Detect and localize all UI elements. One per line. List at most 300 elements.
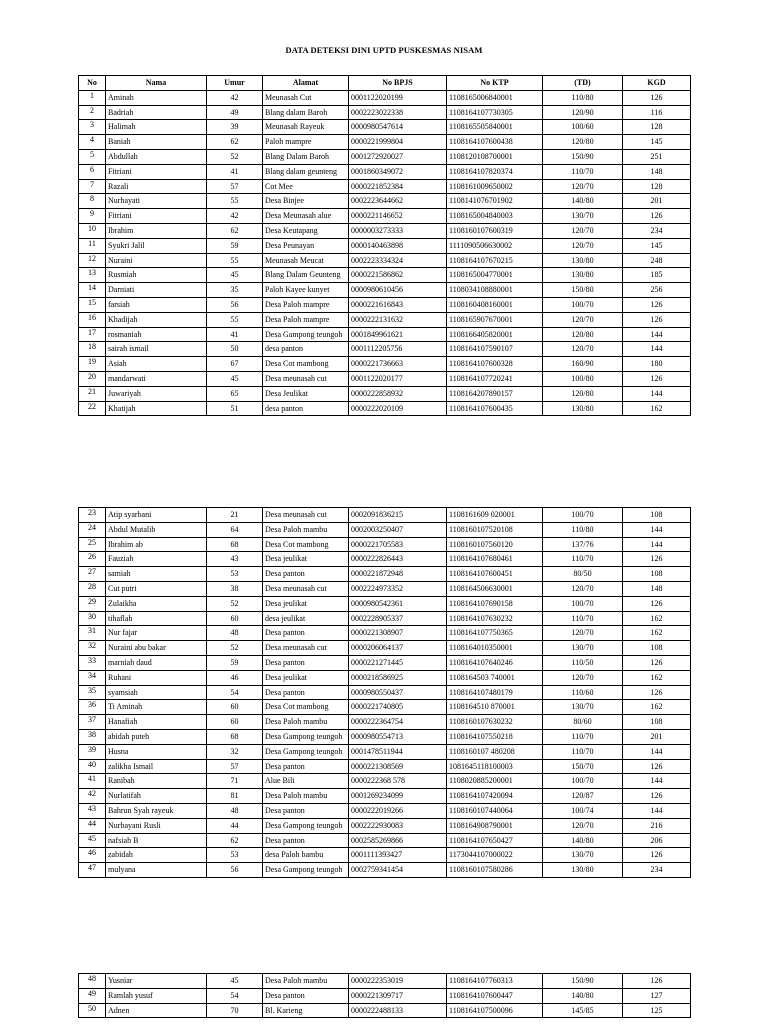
cell-umur: 44 — [207, 818, 263, 833]
cell-no-ktp: 1108164107600451 — [447, 567, 543, 582]
cell-no: 37 — [79, 715, 106, 730]
table-row — [79, 283, 691, 298]
cell-no-bpjs: 0000222858932 — [349, 386, 447, 401]
cell-no-bpjs: 0001112205756 — [349, 342, 447, 357]
cell-no-ktp: 1173044107000022 — [447, 848, 543, 863]
cell-no-bpjs: 0000221736663 — [349, 357, 447, 372]
cell-nama: Zulaikha — [106, 596, 207, 611]
cell-no: 35 — [79, 685, 106, 700]
cell-no-ktp: 1108164510 870001 — [447, 700, 543, 715]
cell-alamat: Desa panton — [263, 685, 349, 700]
cell-no-ktp: 1108164107500096 — [447, 1003, 543, 1018]
cell-nama: syamsiah — [106, 685, 207, 700]
cell-td: 100/80 — [543, 371, 623, 386]
cell-no-bpjs: 0000222364754 — [349, 715, 447, 730]
cell-alamat: Desa Paloh mampre — [263, 312, 349, 327]
cell-kgd: 216 — [623, 818, 691, 833]
table-row — [79, 818, 691, 833]
cell-no: 44 — [79, 818, 106, 833]
cell-umur: 42 — [207, 90, 263, 105]
cell-no: 25 — [79, 537, 106, 552]
cell-kgd: 145 — [623, 135, 691, 150]
cell-td: 100/60 — [543, 120, 623, 135]
cell-kgd: 125 — [623, 1003, 691, 1018]
cell-nama: Atip syarbani — [106, 508, 207, 523]
cell-no-ktp: 1108164506630001 — [447, 581, 543, 596]
cell-nama: Rusmiah — [106, 268, 207, 283]
table-row — [79, 596, 691, 611]
cell-umur: 57 — [207, 179, 263, 194]
cell-no: 47 — [79, 863, 106, 878]
cell-no-bpjs: 0000221616843 — [349, 297, 447, 312]
cell-umur: 53 — [207, 567, 263, 582]
cell-nama: Adnen — [106, 1003, 207, 1018]
cell-nama: Fitriani — [106, 164, 207, 179]
cell-alamat: Desa jeulikat — [263, 552, 349, 567]
cell-td: 130/70 — [543, 209, 623, 224]
cell-alamat: Desa panton — [263, 803, 349, 818]
cell-umur: 81 — [207, 789, 263, 804]
cell-nama: Aminah — [106, 90, 207, 105]
page-title: DATA DETEKSI DINI UPTD PUSKESMAS NISAM — [285, 45, 483, 55]
cell-td: 140/80 — [543, 194, 623, 209]
cell-alamat: Paloh Kayee kunyet — [263, 283, 349, 298]
cell-alamat: Desa Keutapang — [263, 223, 349, 238]
cell-alamat: Alue Bili — [263, 774, 349, 789]
cell-nama: marniah daud — [106, 655, 207, 670]
header-kgd: KGD — [623, 76, 691, 91]
cell-no-bpjs: 0000222488133 — [349, 1003, 447, 1018]
cell-nama: Abdullah — [106, 149, 207, 164]
cell-nama: Husna — [106, 744, 207, 759]
cell-no: 41 — [79, 774, 106, 789]
cell-kgd: 126 — [623, 297, 691, 312]
cell-kgd: 116 — [623, 105, 691, 120]
cell-no-bpjs: 0000221586862 — [349, 268, 447, 283]
header-no-bpjs: No BPJS — [349, 76, 447, 91]
cell-alamat: desa panton — [263, 342, 349, 357]
cell-kgd: 148 — [623, 164, 691, 179]
cell-td: 120/70 — [543, 312, 623, 327]
cell-no-ktp: 1108160107630232 — [447, 715, 543, 730]
cell-alamat: Desa panton — [263, 655, 349, 670]
cell-umur: 55 — [207, 194, 263, 209]
cell-no-bpjs: 0001860349072 — [349, 164, 447, 179]
cell-no-ktp: 1108164107630232 — [447, 611, 543, 626]
cell-no-ktp: 1108164503 740001 — [447, 670, 543, 685]
cell-no-bpjs: 0001122020177 — [349, 371, 447, 386]
cell-td: 150/90 — [543, 149, 623, 164]
cell-no-ktp: 1108164107730305 — [447, 105, 543, 120]
header-no: No — [79, 76, 106, 91]
cell-td: 145/85 — [543, 1003, 623, 1018]
cell-nama: Ruhani — [106, 670, 207, 685]
cell-kgd: 144 — [623, 803, 691, 818]
cell-nama: Darniati — [106, 283, 207, 298]
header-td: (TD) — [543, 76, 623, 91]
cell-umur: 67 — [207, 357, 263, 372]
cell-nama: sairah ismail — [106, 342, 207, 357]
cell-nama: Razali — [106, 179, 207, 194]
table-row — [79, 774, 691, 789]
cell-no: 15 — [79, 297, 106, 312]
cell-td: 100/74 — [543, 803, 623, 818]
cell-kgd: 144 — [623, 537, 691, 552]
cell-no-bpjs: 0001111393427 — [349, 848, 447, 863]
cell-no: 46 — [79, 848, 106, 863]
cell-alamat: Desa meunasah cut — [263, 508, 349, 523]
cell-kgd: 144 — [623, 386, 691, 401]
cell-nama: Fauziah — [106, 552, 207, 567]
cell-no-ktp: 1081645118100003 — [447, 759, 543, 774]
cell-no-ktp: 1108166405820001 — [447, 327, 543, 342]
cell-nama: Hanafiah — [106, 715, 207, 730]
cell-td: 110/70 — [543, 611, 623, 626]
table-row — [79, 312, 691, 327]
cell-no-ktp: 1108165004770001 — [447, 268, 543, 283]
cell-alamat: Desa Paloh mambu — [263, 789, 349, 804]
cell-no-ktp: 1108161009650002 — [447, 179, 543, 194]
cell-no-bpjs: 0002228905337 — [349, 611, 447, 626]
cell-kgd: 185 — [623, 268, 691, 283]
cell-alamat: Desa Paloh mambu — [263, 974, 349, 989]
cell-kgd: 128 — [623, 179, 691, 194]
cell-no: 30 — [79, 611, 106, 626]
cell-td: 120/70 — [543, 670, 623, 685]
cell-no-bpjs: 0000221740805 — [349, 700, 447, 715]
cell-umur: 45 — [207, 371, 263, 386]
cell-kgd: 126 — [623, 312, 691, 327]
cell-alamat: Paloh mampre — [263, 135, 349, 150]
cell-nama: Badriah — [106, 105, 207, 120]
cell-no-bpjs: 0000980542361 — [349, 596, 447, 611]
cell-umur: 62 — [207, 223, 263, 238]
cell-umur: 59 — [207, 238, 263, 253]
cell-no: 17 — [79, 327, 106, 342]
cell-alamat: Meunasah Cut — [263, 90, 349, 105]
cell-kgd: 162 — [623, 700, 691, 715]
cell-alamat: Desa Gampong teungoh — [263, 744, 349, 759]
cell-no-bpjs: 0000221146652 — [349, 209, 447, 224]
cell-nama: Ramlah yusuf — [106, 988, 207, 1003]
cell-no-bpjs: 0000221309717 — [349, 988, 447, 1003]
cell-kgd: 162 — [623, 670, 691, 685]
cell-alamat: Desa Paloh mampre — [263, 297, 349, 312]
cell-no-ktp: 1108164107650427 — [447, 833, 543, 848]
cell-no-ktp: 1108164107600435 — [447, 401, 543, 416]
cell-no-bpjs: 0002224973352 — [349, 581, 447, 596]
cell-umur: 70 — [207, 1003, 263, 1018]
cell-no: 9 — [79, 209, 106, 224]
cell-alamat: Blang dalam Baroh — [263, 105, 349, 120]
cell-td: 150/90 — [543, 974, 623, 989]
cell-nama: Nurhayati — [106, 194, 207, 209]
table-row — [79, 863, 691, 878]
cell-nama: abidah puteh — [106, 729, 207, 744]
table-row — [79, 685, 691, 700]
cell-td: 120/70 — [543, 342, 623, 357]
table-row — [79, 164, 691, 179]
cell-alamat: Desa Cot mambong — [263, 700, 349, 715]
cell-no: 18 — [79, 342, 106, 357]
cell-no-ktp: 1108164107680461 — [447, 552, 543, 567]
cell-nama: mulyana — [106, 863, 207, 878]
cell-td: 140/80 — [543, 988, 623, 1003]
cell-no: 22 — [79, 401, 106, 416]
table-row — [79, 848, 691, 863]
cell-alamat: Desa Gampong teungoh — [263, 863, 349, 878]
cell-kgd: 144 — [623, 774, 691, 789]
cell-umur: 45 — [207, 974, 263, 989]
cell-no: 24 — [79, 522, 106, 537]
cell-no-ktp: 1108161609 020001 — [447, 508, 543, 523]
cell-no-bpjs: 0000980610456 — [349, 283, 447, 298]
cell-umur: 54 — [207, 988, 263, 1003]
cell-no: 32 — [79, 641, 106, 656]
cell-nama: tihaflah — [106, 611, 207, 626]
cell-td: 120/70 — [543, 179, 623, 194]
cell-no-bpjs: 0001849961621 — [349, 327, 447, 342]
cell-no-ktp: 1108164107820374 — [447, 164, 543, 179]
cell-kgd: 126 — [623, 974, 691, 989]
cell-kgd: 162 — [623, 611, 691, 626]
cell-no-ktp: 1108164207890157 — [447, 386, 543, 401]
table-row — [79, 670, 691, 685]
cell-kgd: 108 — [623, 567, 691, 582]
cell-kgd: 248 — [623, 253, 691, 268]
cell-no: 13 — [79, 268, 106, 283]
cell-td: 130/80 — [543, 863, 623, 878]
table-row — [79, 209, 691, 224]
cell-alamat: Blang Dalam Baroh — [263, 149, 349, 164]
cell-no-bpjs: 0000206064137 — [349, 641, 447, 656]
cell-umur: 52 — [207, 596, 263, 611]
cell-umur: 62 — [207, 833, 263, 848]
cell-no-ktp: 1108164107480179 — [447, 685, 543, 700]
cell-alamat: Meunasah Rayeuk — [263, 120, 349, 135]
cell-umur: 65 — [207, 386, 263, 401]
cell-nama: Nuraini — [106, 253, 207, 268]
cell-no-bpjs: 0001122020199 — [349, 90, 447, 105]
cell-td: 150/70 — [543, 759, 623, 774]
cell-no: 3 — [79, 120, 106, 135]
cell-umur: 55 — [207, 253, 263, 268]
table-row — [79, 238, 691, 253]
cell-no: 4 — [79, 135, 106, 150]
cell-umur: 49 — [207, 105, 263, 120]
cell-nama: rosmaniah — [106, 327, 207, 342]
cell-nama: Nurbayani Rusli — [106, 818, 207, 833]
cell-umur: 43 — [207, 552, 263, 567]
cell-no-bpjs: 0000221271445 — [349, 655, 447, 670]
cell-td: 120/90 — [543, 105, 623, 120]
cell-no-ktp: 1108141076701902 — [447, 194, 543, 209]
cell-no-bpjs: 0002091836215 — [349, 508, 447, 523]
cell-no-bpjs: 0000221872948 — [349, 567, 447, 582]
cell-nama: Nur fajar — [106, 626, 207, 641]
cell-td: 120/70 — [543, 223, 623, 238]
cell-td: 110/70 — [543, 744, 623, 759]
cell-no-bpjs: 0001478511944 — [349, 744, 447, 759]
cell-no-ktp: 1108164107670215 — [447, 253, 543, 268]
cell-td: 110/80 — [543, 90, 623, 105]
cell-kgd: 128 — [623, 120, 691, 135]
cell-kgd: 127 — [623, 988, 691, 1003]
cell-kgd: 144 — [623, 327, 691, 342]
cell-td: 120/70 — [543, 581, 623, 596]
cell-umur: 48 — [207, 626, 263, 641]
cell-no-ktp: 1108160408160001 — [447, 297, 543, 312]
cell-alamat: Desa Paloh mambu — [263, 715, 349, 730]
cell-umur: 38 — [207, 581, 263, 596]
cell-kgd: 201 — [623, 194, 691, 209]
table-row — [79, 567, 691, 582]
cell-kgd: 108 — [623, 508, 691, 523]
cell-td: 130/80 — [543, 401, 623, 416]
table-row — [79, 1003, 691, 1018]
cell-kgd: 206 — [623, 833, 691, 848]
cell-umur: 71 — [207, 774, 263, 789]
table-row — [79, 342, 691, 357]
cell-no-bpjs: 0002223644662 — [349, 194, 447, 209]
table-row — [79, 253, 691, 268]
cell-umur: 39 — [207, 120, 263, 135]
table-row — [79, 789, 691, 804]
table-row — [79, 833, 691, 848]
table-row — [79, 223, 691, 238]
cell-nama: Bahrun Syah rayeuk — [106, 803, 207, 818]
table-row — [79, 522, 691, 537]
cell-alamat: Blang dalam geunteng — [263, 164, 349, 179]
cell-umur: 68 — [207, 537, 263, 552]
cell-no-ktp: 1108034108880001 — [447, 283, 543, 298]
cell-td: 120/80 — [543, 327, 623, 342]
table-row — [79, 327, 691, 342]
cell-no-ktp: 1108160107600319 — [447, 223, 543, 238]
cell-umur: 50 — [207, 342, 263, 357]
cell-alamat: Desa Gampong teungoh — [263, 327, 349, 342]
cell-no: 2 — [79, 105, 106, 120]
cell-no-ktp: 1108160107 480208 — [447, 744, 543, 759]
cell-no-ktp: 1108164010350001 — [447, 641, 543, 656]
cell-no: 20 — [79, 371, 106, 386]
cell-no-ktp: 1108164107690158 — [447, 596, 543, 611]
cell-umur: 64 — [207, 522, 263, 537]
cell-no: 6 — [79, 164, 106, 179]
cell-no-bpjs: 0000218586925 — [349, 670, 447, 685]
cell-umur: 68 — [207, 729, 263, 744]
cell-umur: 52 — [207, 149, 263, 164]
cell-nama: Fitriani — [106, 209, 207, 224]
table-row — [79, 508, 691, 523]
cell-no: 48 — [79, 974, 106, 989]
cell-alamat: Desa Cot mambong — [263, 537, 349, 552]
cell-kgd: 126 — [623, 209, 691, 224]
data-table-block-2 — [78, 507, 691, 878]
table-row — [79, 729, 691, 744]
cell-no: 1 — [79, 90, 106, 105]
table-row — [79, 803, 691, 818]
cell-no: 11 — [79, 238, 106, 253]
cell-no-bpjs: 0002003250407 — [349, 522, 447, 537]
cell-nama: Ibrahim — [106, 223, 207, 238]
cell-umur: 45 — [207, 268, 263, 283]
table-row — [79, 744, 691, 759]
cell-no-ktp: 1108020885200001 — [447, 774, 543, 789]
cell-td: 100/70 — [543, 774, 623, 789]
cell-no: 31 — [79, 626, 106, 641]
cell-no: 19 — [79, 357, 106, 372]
cell-nama: mandarwati — [106, 371, 207, 386]
cell-no-bpjs: 0000140463898 — [349, 238, 447, 253]
cell-alamat: Cot Mee — [263, 179, 349, 194]
table-row — [79, 626, 691, 641]
cell-kgd: 108 — [623, 641, 691, 656]
cell-kgd: 126 — [623, 759, 691, 774]
table-row — [79, 655, 691, 670]
cell-kgd: 126 — [623, 90, 691, 105]
cell-kgd: 126 — [623, 655, 691, 670]
cell-alamat: Desa meunasah cut — [263, 581, 349, 596]
table-row — [79, 371, 691, 386]
cell-td: 100/70 — [543, 297, 623, 312]
cell-no-ktp: 1108165505840001 — [447, 120, 543, 135]
cell-nama: Halimah — [106, 120, 207, 135]
table-row — [79, 120, 691, 135]
cell-td: 80/60 — [543, 715, 623, 730]
table-row — [79, 194, 691, 209]
cell-umur: 56 — [207, 863, 263, 878]
cell-kgd: 148 — [623, 581, 691, 596]
cell-no-ktp: 1108160107580286 — [447, 863, 543, 878]
cell-td: 110/70 — [543, 552, 623, 567]
cell-no-ktp: 1108164107600438 — [447, 135, 543, 150]
cell-kgd: 162 — [623, 401, 691, 416]
cell-umur: 54 — [207, 685, 263, 700]
cell-alamat: Desa Paloh mambu — [263, 522, 349, 537]
cell-no-bpjs: 0001272920027 — [349, 149, 447, 164]
header-alamat: Alamat — [263, 76, 349, 91]
cell-no: 7 — [79, 179, 106, 194]
cell-umur: 41 — [207, 327, 263, 342]
cell-kgd: 145 — [623, 238, 691, 253]
cell-td: 120/70 — [543, 238, 623, 253]
cell-alamat: Desa jeulikat — [263, 670, 349, 685]
cell-no: 42 — [79, 789, 106, 804]
cell-td: 137/76 — [543, 537, 623, 552]
cell-umur: 46 — [207, 670, 263, 685]
cell-td: 110/80 — [543, 522, 623, 537]
table-row — [79, 988, 691, 1003]
cell-no-bpjs: 0000221999804 — [349, 135, 447, 150]
cell-no-ktp: 1108160107560120 — [447, 537, 543, 552]
cell-no: 40 — [79, 759, 106, 774]
cell-no: 39 — [79, 744, 106, 759]
cell-nama: Baniah — [106, 135, 207, 150]
cell-alamat: Desa panton — [263, 988, 349, 1003]
cell-no: 5 — [79, 149, 106, 164]
cell-nama: samiah — [106, 567, 207, 582]
cell-td: 110/70 — [543, 729, 623, 744]
cell-umur: 41 — [207, 164, 263, 179]
cell-no: 50 — [79, 1003, 106, 1018]
cell-nama: Khatijah — [106, 401, 207, 416]
table-row — [79, 135, 691, 150]
cell-alamat: Desa Gampong teungoh — [263, 729, 349, 744]
cell-no-ktp: 1108120108700001 — [447, 149, 543, 164]
cell-no: 29 — [79, 596, 106, 611]
cell-umur: 21 — [207, 508, 263, 523]
